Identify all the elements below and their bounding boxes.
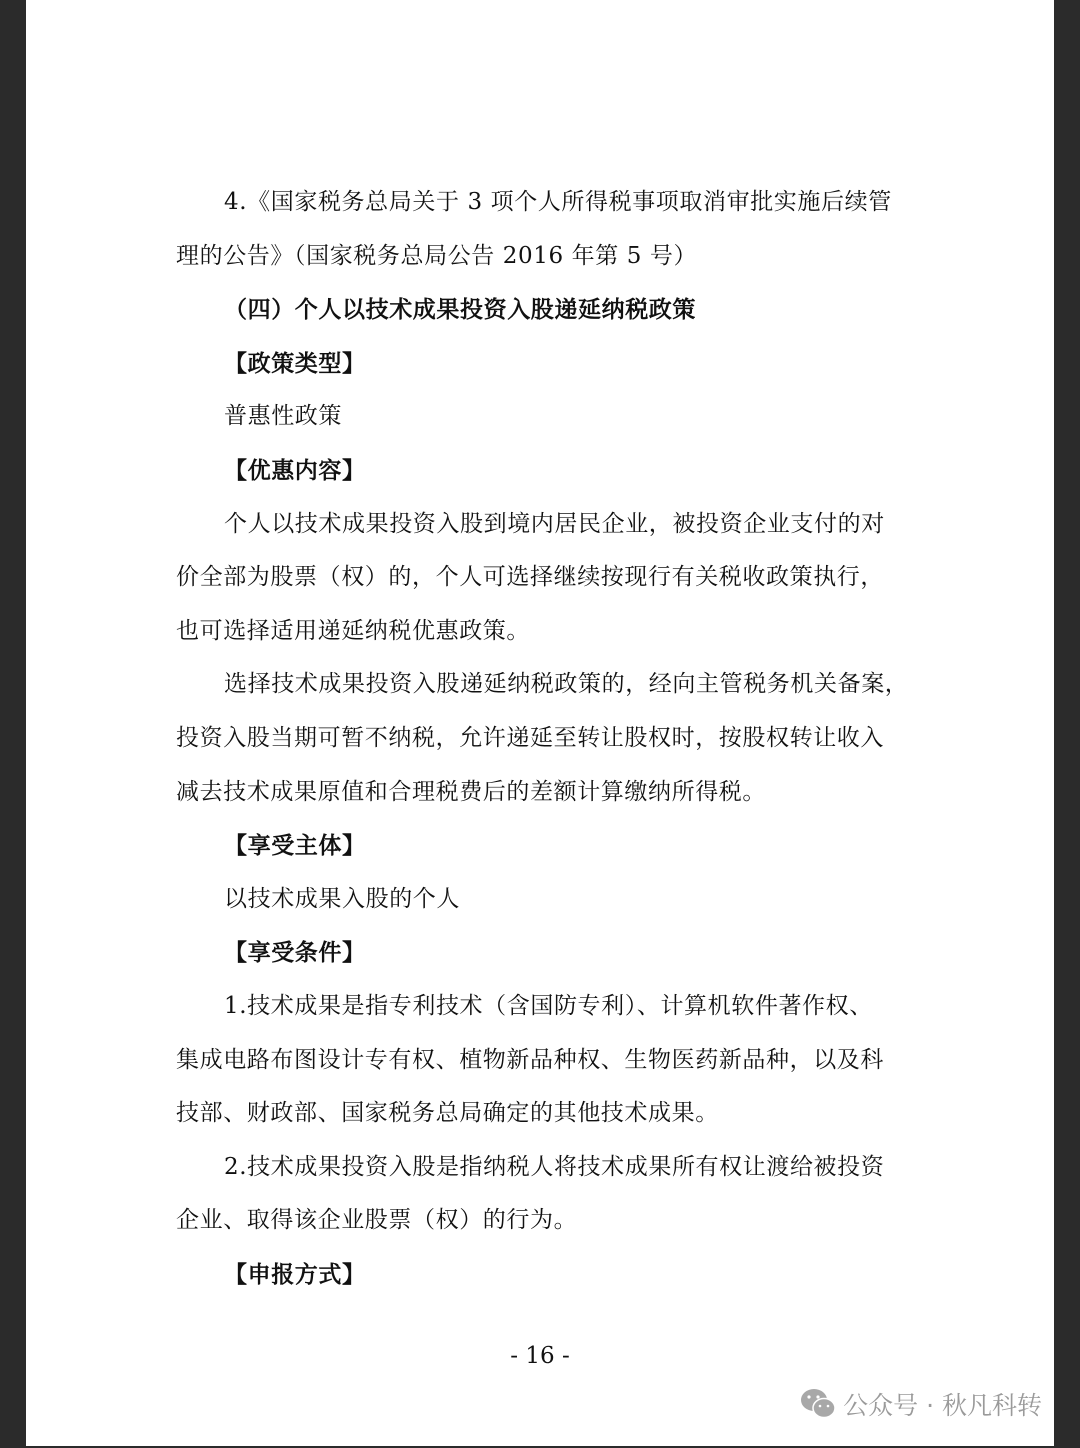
text-line: 普惠性政策 [224,403,342,430]
section-heading: 【享受主体】 [224,832,366,860]
text-line: 4.《国家税务总局关于 3 项个人所得税事项取消审批实施后续管 [224,189,892,215]
text-line: 企业、取得该企业股票（权）的行为。 [176,1207,578,1234]
text-line: 技部、财政部、国家税务总局确定的其他技术成果。 [176,1100,719,1127]
section-heading: 【优惠内容】 [224,456,366,484]
text-line: 也可选择适用递延纳税优惠政策。 [176,617,530,644]
wechat-icon [799,1387,837,1421]
section-heading: 【申报方式】 [224,1260,366,1288]
page-number: - 16 - [510,1343,570,1369]
text-line: 选择技术成果投资入股递延纳税政策的，经向主管税务机关备案， [224,671,909,698]
section-heading: （四）个人以技术成果投资入股递延纳税政策 [224,296,696,324]
section-heading: 【政策类型】 [224,349,366,377]
text-line: 1.技术成果是指专利技术（含国防专利）、计算机软件著作权、 [224,992,873,1019]
document-body [176,176,916,1301]
section-heading: 【享受条件】 [224,939,366,967]
text-line: 以技术成果入股的个人 [224,885,460,912]
text-line: 集成电路布图设计专有权、植物新品种权、生物医药新品种，以及科 [176,1046,884,1073]
text-line: 价全部为股票（权）的，个人可选择继续按现行有关税收政策执行， [176,564,884,591]
watermark-text: 公众号 · 秋凡科转 [843,1391,1042,1420]
text-line: 个人以技术成果投资入股到境内居民企业，被投资企业支付的对 [224,510,885,537]
text-line: 理的公告》（国家税务总局公告 2016 年第 5 号） [176,242,698,269]
watermark [799,1386,1042,1422]
text-line: 投资入股当期可暂不纳税，允许递延至转让股权时，按股权转让收入 [176,724,884,751]
document-page [26,0,1054,1446]
text-line: 2.技术成果投资入股是指纳税人将技术成果所有权让渡给被投资 [224,1153,885,1180]
text-line: 减去技术成果原值和合理税费后的差额计算缴纳所得税。 [176,778,766,805]
